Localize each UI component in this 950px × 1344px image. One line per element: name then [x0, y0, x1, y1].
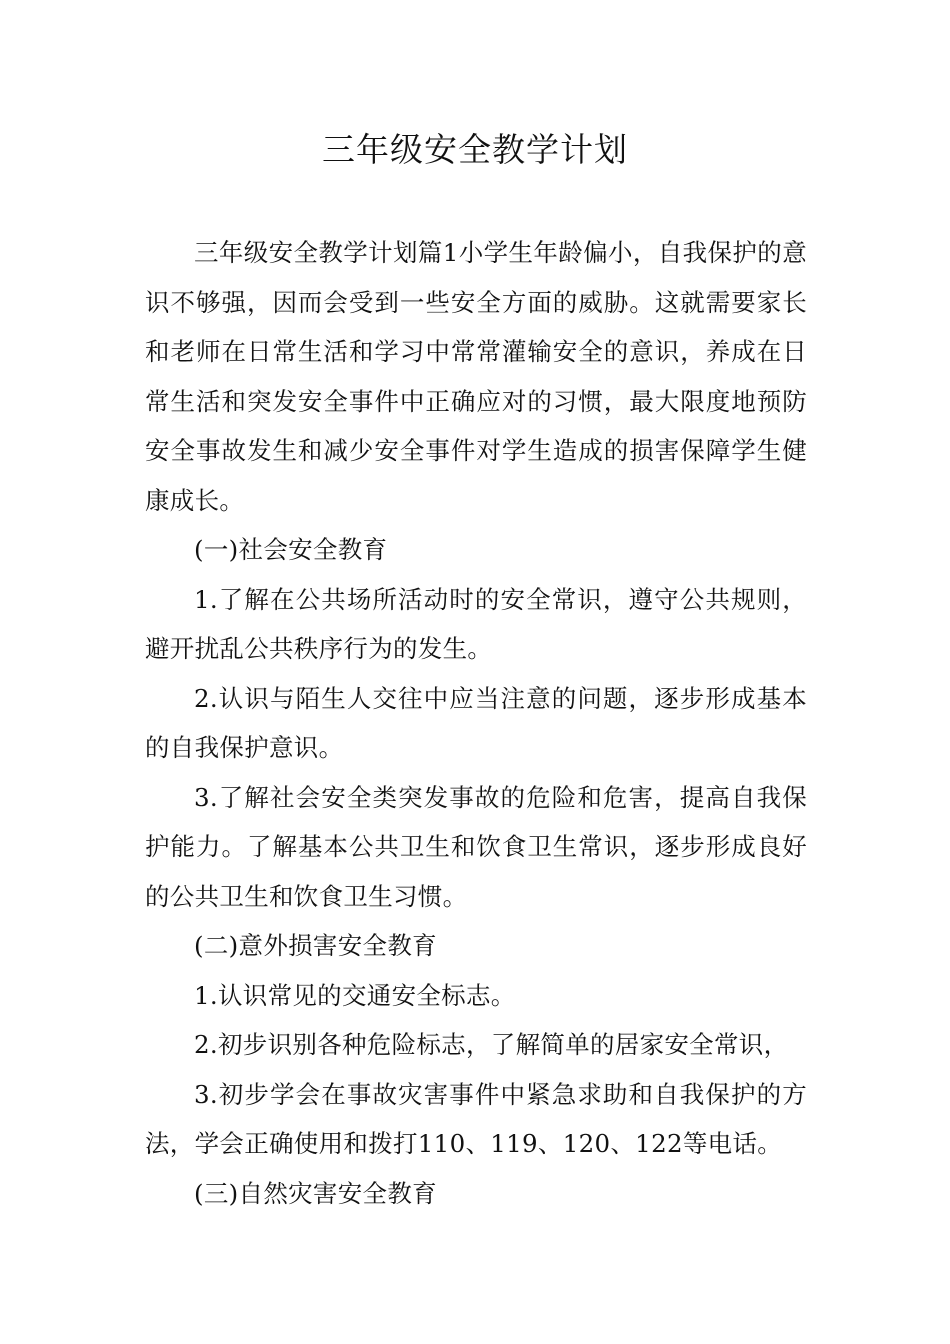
- intro-paragraph: 三年级安全教学计划篇1小学生年龄偏小，自我保护的意识不够强，因而会受到一些安全方面的威胁。这就需要家长和老师在日常生活和学习中常常灌输安全的意识，养成在日常生活和突发安全事件中正确应对的习惯，最大限度地预防安全事故发生和减少安全事件对学生造成的损害保障学生健康成长。: [145, 238, 807, 515]
- list-item: 1.了解在公共场所活动时的安全常识，遵守公共规则，避开扰乱公共秩序行为的发生。: [145, 584, 807, 663]
- list-item: 1.认识常见的交通安全标志。: [194, 980, 516, 1010]
- section-heading-social-safety: (一)社会安全教育: [194, 535, 388, 564]
- section-heading-natural-disaster-safety: (三)自然灾害安全教育: [194, 1178, 437, 1208]
- list-item: 2.认识与陌生人交往中应当注意的问题，逐步形成基本的自我保护意识。: [145, 683, 807, 762]
- document-body: [145, 228, 807, 1218]
- list-item: 3.了解社会安全类突发事故的危险和危害，提高自我保护能力。了解基本公共卫生和饮食卫生常识，逐步形成良好的公共卫生和饮食卫生习惯。: [145, 782, 807, 911]
- list-item: 2.初步识别各种危险标志，了解简单的居家安全常识，: [194, 1030, 789, 1059]
- document-title: 三年级安全教学计划: [322, 130, 628, 169]
- list-item: 3.初步学会在事故灾害事件中紧急求助和自我保护的方法，学会正确使用和拨打110、119、120、122等电话。: [145, 1079, 807, 1158]
- section-heading-accident-safety: (二)意外损害安全教育: [194, 931, 437, 960]
